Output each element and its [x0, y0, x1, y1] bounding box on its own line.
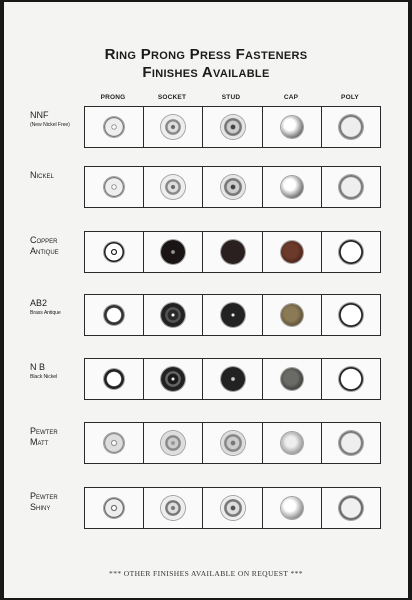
- finish-cells: [84, 106, 381, 148]
- cell-socket: [144, 167, 203, 207]
- cell-prong: [85, 488, 144, 528]
- cell-stud: [203, 167, 262, 207]
- title-line-2: Finishes Available: [142, 64, 270, 81]
- cell-cap: [263, 488, 322, 528]
- finish-name: NNF: [30, 110, 49, 120]
- cell-poly: [322, 359, 380, 399]
- cell-socket: [144, 359, 203, 399]
- cell-stud: [203, 295, 262, 335]
- finish-name: Nickel: [30, 170, 54, 180]
- cell-stud: [203, 359, 262, 399]
- cell-stud: [203, 107, 262, 147]
- prong-fastener-icon: [104, 242, 124, 262]
- column-header-cap: CAP: [283, 94, 299, 101]
- cell-cap: [263, 359, 322, 399]
- finish-cells: [84, 294, 381, 336]
- prong-fastener-icon: [104, 305, 124, 325]
- poly-fastener-icon: [339, 303, 363, 327]
- cap-fastener-icon: [281, 176, 303, 198]
- cell-poly: [322, 232, 380, 272]
- poly-fastener-icon: [339, 431, 363, 455]
- cell-cap: [263, 107, 322, 147]
- socket-fastener-icon: [161, 175, 185, 199]
- cell-prong: [85, 107, 144, 147]
- finish-name: AB2: [30, 298, 48, 308]
- cap-fastener-icon: [281, 241, 303, 263]
- cell-socket: [144, 423, 203, 463]
- finish-cells: [84, 487, 381, 529]
- socket-fastener-icon: [161, 496, 185, 520]
- finish-name-line-2: Shiny: [30, 502, 51, 512]
- finish-name: Pewter: [30, 426, 58, 436]
- finish-cells: [84, 166, 381, 208]
- finish-sublabel: Black Nickel: [30, 374, 58, 380]
- cell-cap: [263, 167, 322, 207]
- finish-row: [4, 106, 408, 148]
- cell-poly: [322, 488, 380, 528]
- cell-socket: [144, 295, 203, 335]
- prong-fastener-icon: [104, 117, 124, 137]
- poly-fastener-icon: [339, 496, 363, 520]
- cell-cap: [263, 423, 322, 463]
- stud-fastener-icon: [221, 367, 245, 391]
- cap-fastener-icon: [281, 116, 303, 138]
- stud-fastener-icon: [221, 303, 245, 327]
- finish-name-line-2: Matt: [30, 437, 49, 447]
- finish-row: [4, 358, 408, 400]
- column-header-prong: PRONG: [100, 94, 126, 101]
- cap-fastener-icon: [281, 432, 303, 454]
- stud-fastener-icon: [221, 240, 245, 264]
- cell-poly: [322, 167, 380, 207]
- finish-cells: [84, 231, 381, 273]
- finish-sublabel: Brass Antique: [30, 310, 61, 316]
- cell-poly: [322, 295, 380, 335]
- column-header-stud: STUD: [221, 94, 241, 101]
- socket-fastener-icon: [161, 303, 185, 327]
- cap-fastener-icon: [281, 304, 303, 326]
- poly-fastener-icon: [339, 367, 363, 391]
- finish-name: Pewter: [30, 491, 58, 501]
- prong-fastener-icon: [104, 433, 124, 453]
- stud-fastener-icon: [221, 431, 245, 455]
- finish-row: [4, 487, 408, 529]
- finish-row: [4, 166, 408, 208]
- prong-fastener-icon: [104, 177, 124, 197]
- cell-stud: [203, 488, 262, 528]
- cell-prong: [85, 232, 144, 272]
- title-line-1: Ring Prong Press Fasteners: [104, 46, 308, 63]
- socket-fastener-icon: [161, 367, 185, 391]
- socket-fastener-icon: [161, 431, 185, 455]
- stud-fastener-icon: [221, 175, 245, 199]
- cell-poly: [322, 107, 380, 147]
- socket-fastener-icon: [161, 240, 185, 264]
- finish-cells: [84, 422, 381, 464]
- finish-name: Copper: [30, 235, 58, 245]
- cell-cap: [263, 232, 322, 272]
- poly-fastener-icon: [339, 115, 363, 139]
- cell-socket: [144, 107, 203, 147]
- footer-note: *** OTHER FINISHES AVAILABLE ON REQUEST ***: [109, 569, 303, 578]
- finish-row: [4, 422, 408, 464]
- cell-prong: [85, 423, 144, 463]
- prong-fastener-icon: [104, 498, 124, 518]
- stud-fastener-icon: [221, 496, 245, 520]
- finish-row: [4, 231, 408, 273]
- finish-sublabel: (New Nickel Free): [30, 122, 70, 128]
- cell-prong: [85, 167, 144, 207]
- column-header-poly: POLY: [341, 94, 359, 101]
- finish-row: [4, 294, 408, 336]
- cell-poly: [322, 423, 380, 463]
- poly-fastener-icon: [339, 175, 363, 199]
- finish-name-line-2: Antique: [30, 246, 59, 256]
- socket-fastener-icon: [161, 115, 185, 139]
- cell-stud: [203, 232, 262, 272]
- cell-socket: [144, 488, 203, 528]
- cell-prong: [85, 359, 144, 399]
- cell-stud: [203, 423, 262, 463]
- prong-fastener-icon: [104, 369, 124, 389]
- cell-cap: [263, 295, 322, 335]
- cap-fastener-icon: [281, 497, 303, 519]
- cap-fastener-icon: [281, 368, 303, 390]
- finish-sheet: [4, 2, 408, 598]
- column-header-socket: SOCKET: [157, 94, 187, 101]
- finish-cells: [84, 358, 381, 400]
- finish-name: N B: [30, 362, 46, 372]
- cell-socket: [144, 232, 203, 272]
- cell-prong: [85, 295, 144, 335]
- stud-fastener-icon: [221, 115, 245, 139]
- poly-fastener-icon: [339, 240, 363, 264]
